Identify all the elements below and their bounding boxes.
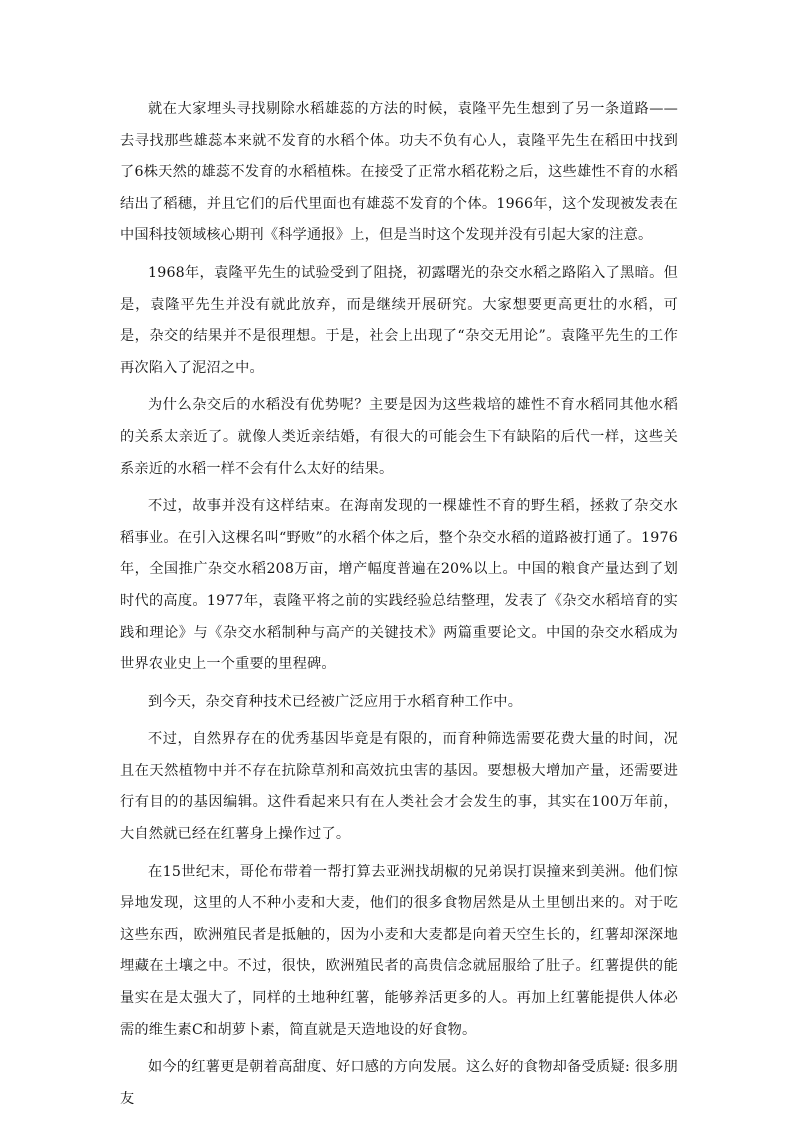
paragraph: 不过，故事并没有这样结束。在海南发现的一棵雄性不育的野生稻，拯救了杂交水稻事业。在引入这棵名叫“野败”的水稻个体之后，整个杂交水稻的道路被打通了。1976年，全国推广杂交水稻208万亩，增产幅度普遍在20%以上。中国的粮食产量达到了划时代的高度。1977年，袁隆平将之前的实践经验总结整理，发表了《杂交水稻培育的实践和理论》与《杂交水稻制种与高产的关键技术》两篇重要论文。中国的杂交水稻成为世界农业史上一个重要的里程碑。 <box>120 498 678 673</box>
paragraph: 1968年，袁隆平先生的试验受到了阻挠，初露曙光的杂交水稻之路陷入了黑暗。但是，袁隆平先生并没有就此放弃，而是继续开展研究。大家想要更高更壮的水稻，可是，杂交的结果并不是很理想。于是，社会上出现了“杂交无用论”。袁隆平先生的工作再次陷入了泥沼之中。 <box>120 264 678 376</box>
paragraph: 为什么杂交后的水稻没有优势呢？主要是因为这些栽培的雄性不育水稻同其他水稻的关系太亲近了。就像人类近亲结婚，有很大的可能会生下有缺陷的后代一样，这些关系亲近的水稻一样不会有什么太好的结果。 <box>120 397 678 477</box>
article-body <box>120 94 678 1121</box>
paragraph: 到今天，杂交育种技术已经被广泛应用于水稻育种工作中。 <box>148 693 523 710</box>
paragraph: 不过，自然界存在的优秀基因毕竟是有限的，而育种筛选需要花费大量的时间，况且在天然植物中并不存在抗除草剂和高效抗虫害的基因。要想极大增加产量，还需要进行有目的的基因编辑。这件看起来只有在人类社会才会发生的事，其实在100万年前，大自然就已经在红薯身上操作过了。 <box>120 731 678 843</box>
paragraph: 在15世纪末，哥伦布带着一帮打算去亚洲找胡椒的兄弟误打误撞来到美洲。他们惊异地发现，这里的人不种小麦和大麦，他们的很多食物居然是从土里刨出来的。对于吃这些东西，欧洲殖民者是抵触的，因为小麦和大麦都是向着天空生长的，红薯却深深地埋藏在土壤之中。不过，很快，欧洲殖民者的高贵信念就屈服给了肚子。红薯提供的能量实在是太强大了，同样的土地种红薯，能够养活更多的人。再加上红薯能提供人体必需的维生素C和胡萝卜素，简直就是天造地设的好食物。 <box>120 863 678 1038</box>
paragraph: 就在大家埋头寻找剔除水稻雄蕊的方法的时候，袁隆平先生想到了另一条道路——去寻找那些雄蕊本来就不发育的水稻个体。功夫不负有心人，袁隆平先生在稻田中找到了6株天然的雄蕊不发育的水稻植株。在接受了正常水稻花粉之后，这些雄性不育的水稻结出了稻穗，并且它们的后代里面也有雄蕊不发育的个体。1966年，这个发现被发表在中国科技领域核心期刊《科学通报》上，但是当时这个发现并没有引起大家的注意。 <box>120 101 678 244</box>
paragraph: 如今的红薯更是朝着高甜度、好口感的方向发展。这么好的食物却备受质疑: 很多朋友 <box>120 1059 678 1107</box>
